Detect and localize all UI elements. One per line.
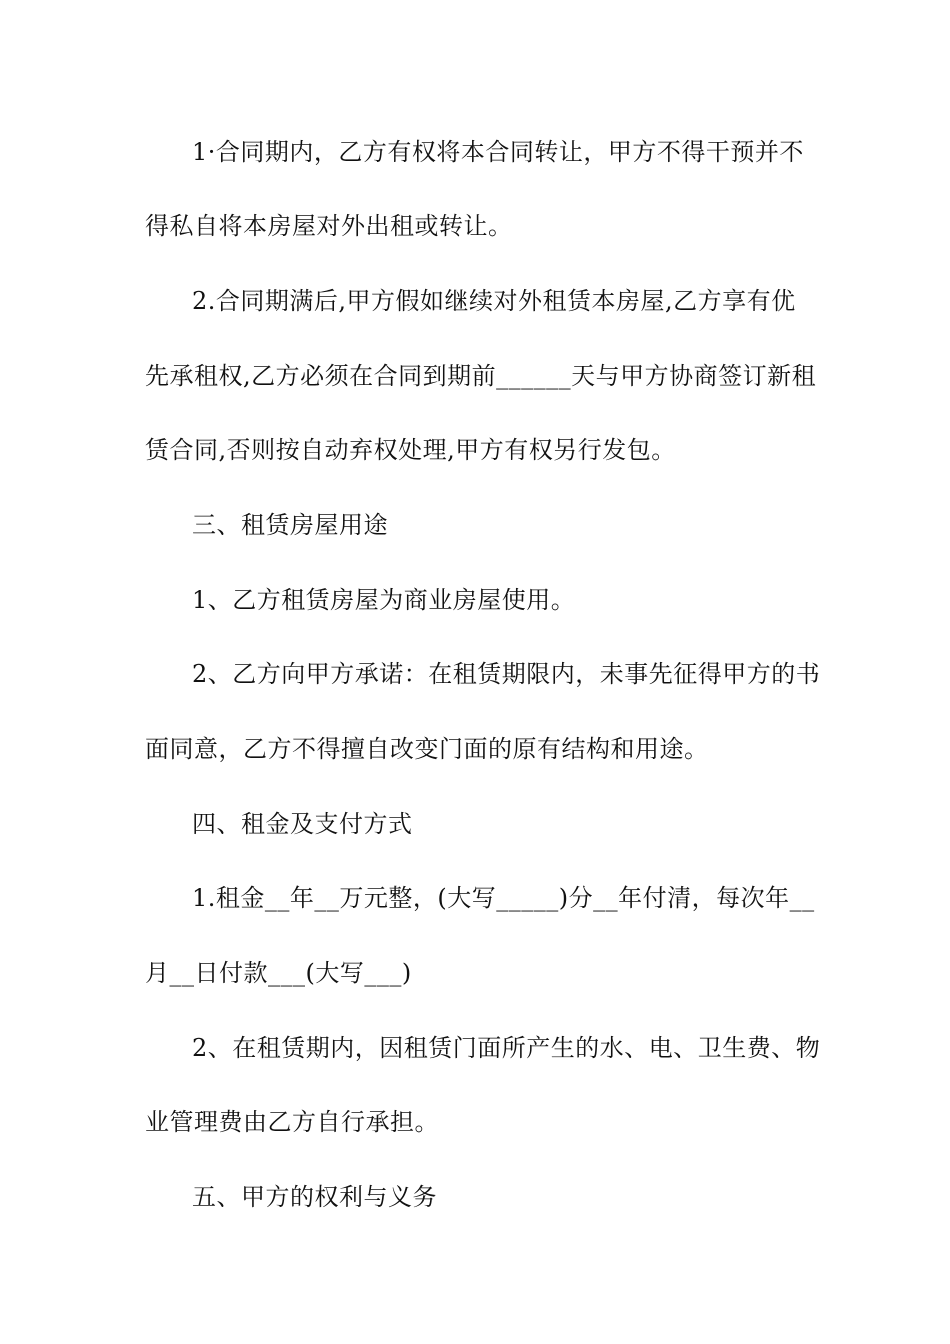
paragraph-line: 先承租权,乙方必须在合同到期前______天与甲方协商签订新租 <box>145 362 817 390</box>
paragraph-line: 面同意，乙方不得擅自改变门面的原有结构和用途。 <box>145 735 709 763</box>
section-heading: 五、甲方的权利与义务 <box>192 1183 437 1211</box>
section-heading: 三、租赁房屋用途 <box>192 511 388 539</box>
paragraph-line: 2、在租赁期内，因租赁门面所产生的水、电、卫生费、物 <box>192 1034 821 1062</box>
paragraph-line: 1·合同期内，乙方有权将本合同转让，甲方不得干预并不 <box>192 138 804 166</box>
paragraph-line: 1、乙方租赁房屋为商业房屋使用。 <box>192 586 576 614</box>
section-heading: 四、租金及支付方式 <box>192 810 413 838</box>
paragraph-line: 月__日付款___(大写___) <box>145 959 412 987</box>
paragraph-line: 得私自将本房屋对外出租或转让。 <box>145 212 513 240</box>
paragraph-line: 2.合同期满后,甲方假如继续对外租赁本房屋,乙方享有优 <box>192 287 796 315</box>
paragraph-line: 业管理费由乙方自行承担。 <box>145 1108 439 1136</box>
paragraph-line: 1.租金__年__万元整，(大写_____)分__年付清，每次年__ <box>192 884 815 912</box>
paragraph-line: 赁合同,否则按自动弃权处理,甲方有权另行发包。 <box>145 436 676 464</box>
paragraph-line: 2、乙方向甲方承诺：在租赁期限内，未事先征得甲方的书 <box>192 660 821 688</box>
